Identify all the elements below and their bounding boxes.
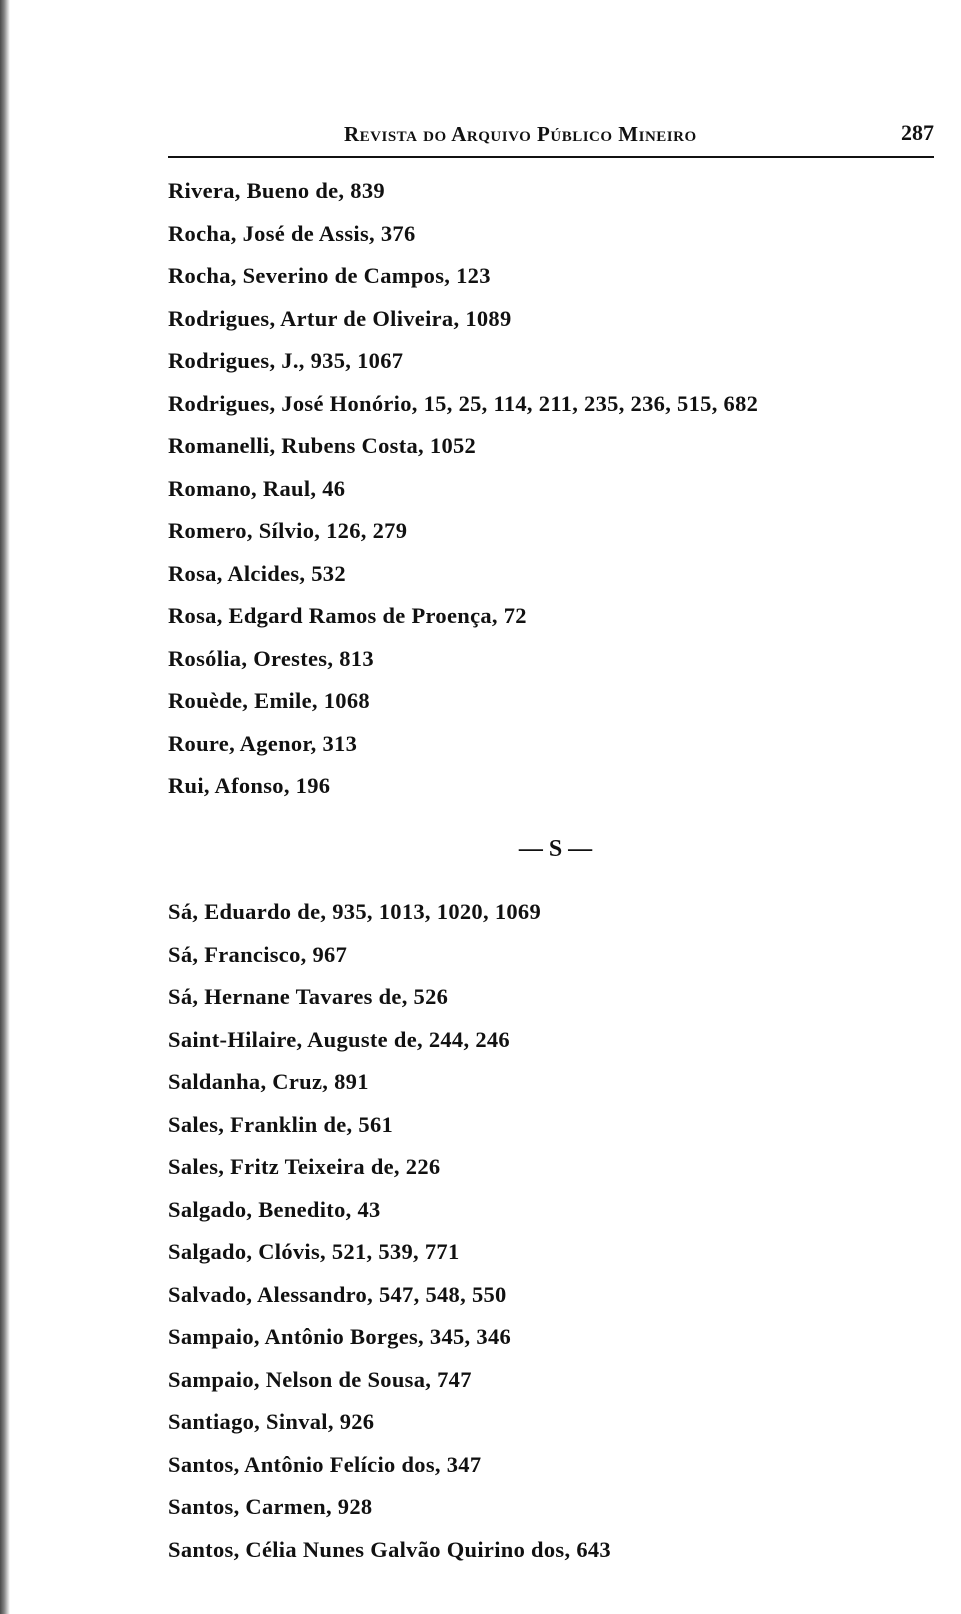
index-entry: Salgado, Benedito, 43 xyxy=(168,1196,381,1222)
index-entry: Rouède, Emile, 1068 xyxy=(168,688,370,713)
index-entry: Santiago, Sinval, 926 xyxy=(168,1409,375,1434)
index-entry: Sampaio, Nelson de Sousa, 747 xyxy=(168,1366,472,1392)
index-entry: Roure, Agenor, 313 xyxy=(168,730,358,756)
index-entry: Rocha, Severino de Campos, 123 xyxy=(168,263,491,288)
index-entry: Sá, Eduardo de, 935, 1013, 1020, 1069 xyxy=(168,899,542,924)
index-entry: Santos, Antônio Felício dos, 347 xyxy=(168,1451,482,1477)
index-entry: Sampaio, Antônio Borges, 345, 346 xyxy=(168,1324,512,1349)
section-heading-s: — S — xyxy=(518,836,593,862)
index-entry: Rosa, Alcides, 532 xyxy=(168,560,346,586)
index-entry: Salvado, Alessandro, 547, 548, 550 xyxy=(168,1281,507,1307)
index-list-r xyxy=(168,170,758,808)
page-left-edge-shadow xyxy=(0,0,10,1614)
index-entry: Romano, Raul, 46 xyxy=(168,475,346,501)
index-entry: Salgado, Clóvis, 521, 539, 771 xyxy=(168,1239,460,1264)
index-entry: Rodrigues, J., 935, 1067 xyxy=(168,348,404,373)
index-entry: Romero, Sílvio, 126, 279 xyxy=(168,518,408,543)
page-number: 287 xyxy=(901,120,934,145)
index-entry: Saldanha, Cruz, 891 xyxy=(168,1069,369,1094)
running-header xyxy=(168,112,934,158)
index-entry: Rui, Afonso, 196 xyxy=(168,773,331,798)
index-entry: Rodrigues, Artur de Oliveira, 1089 xyxy=(168,305,512,331)
index-entry: Sales, Franklin de, 561 xyxy=(168,1111,394,1137)
journal-title: Revista do Arquivo Público Mineiro xyxy=(344,122,697,146)
index-entry: Sá, Francisco, 967 xyxy=(168,941,348,967)
index-entry: Romanelli, Rubens Costa, 1052 xyxy=(168,433,477,458)
index-entry: Santos, Célia Nunes Galvão Quirino dos, 643 xyxy=(168,1536,611,1562)
index-entry: Sá, Hernane Tavares de, 526 xyxy=(168,984,449,1009)
index-entry: Rosólia, Orestes, 813 xyxy=(168,645,374,671)
index-entry: Sales, Fritz Teixeira de, 226 xyxy=(168,1154,441,1179)
index-entry: Rocha, José de Assis, 376 xyxy=(168,220,416,246)
index-entry: Rivera, Bueno de, 839 xyxy=(168,178,385,203)
index-entry: Rosa, Edgard Ramos de Proença, 72 xyxy=(168,603,527,628)
index-entry: Rodrigues, José Honório, 15, 25, 114, 211, 235, 236, 515, 682 xyxy=(168,390,759,416)
index-list-s xyxy=(168,891,611,1571)
index-entry: Saint-Hilaire, Auguste de, 244, 246 xyxy=(168,1026,510,1052)
index-entry: Santos, Carmen, 928 xyxy=(168,1494,373,1519)
